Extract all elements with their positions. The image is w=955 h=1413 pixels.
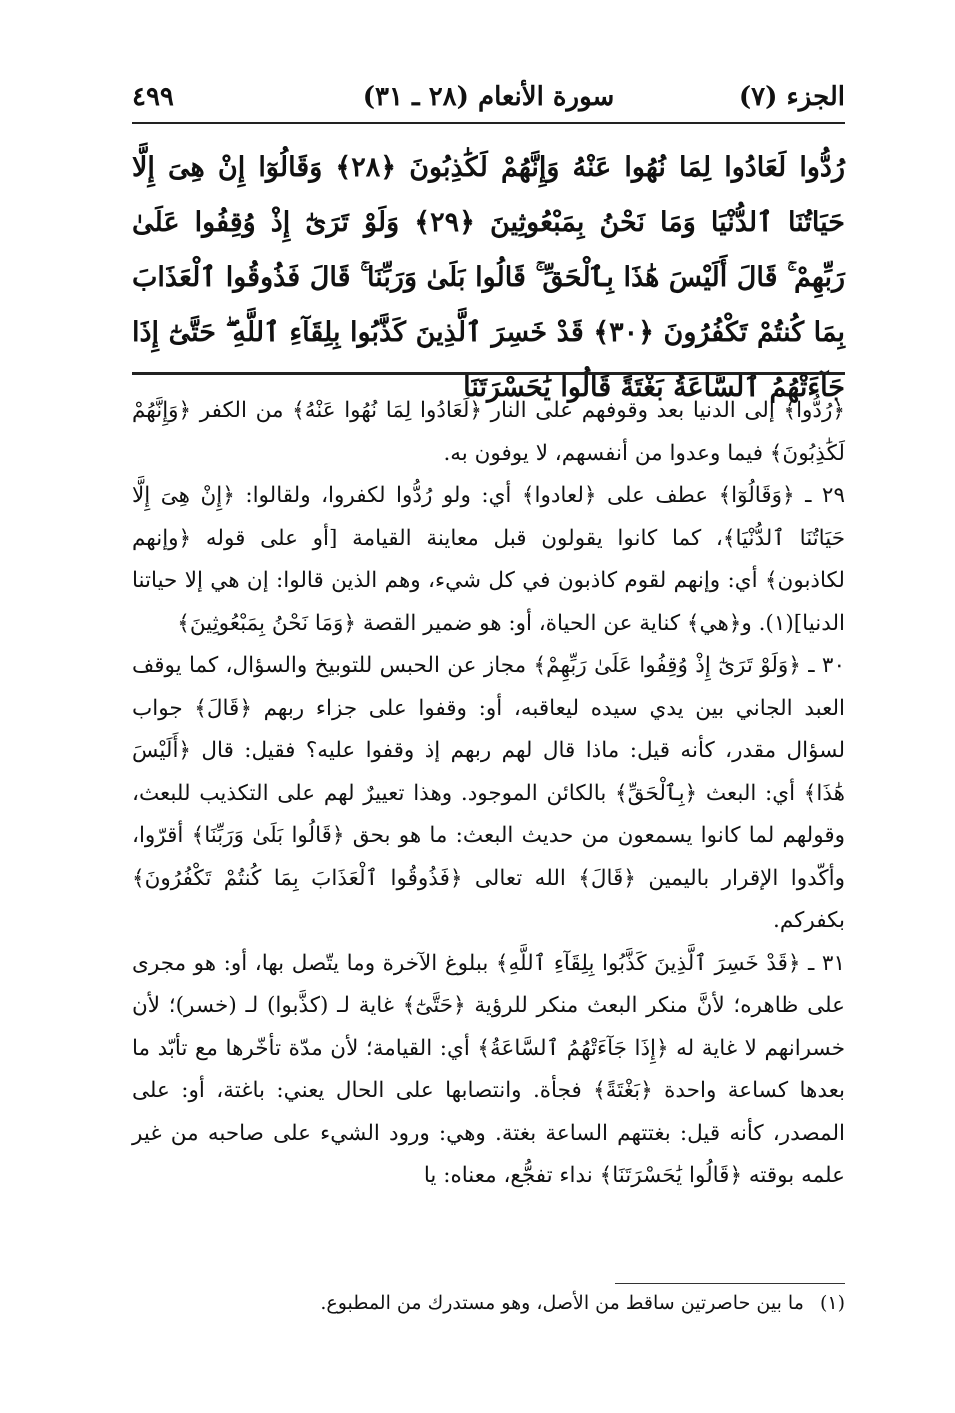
surah-title: سورة الأنعام (٢٨ ـ ٣١): [362, 82, 615, 112]
commentary-paragraph: ٣٠ ـ ﴿وَلَوْ تَرَىٰٓ إِذْ وُقِفُوا عَلَىٰ رَبِّهِمْ﴾ مجاز عن الحبس للتوبيخ والسؤال، كما يوقف العبد الجاني بين يدي سيده ليعاقبه، أو: وقفوا على جزاء ربهم ﴿قَالَ﴾ جواب لسؤال مقدر، كأنه قيل: ماذا قال لهم ربهم إذ وقفوا عليه؟ فقيل: قال ﴿أَلَيْسَ هَٰذَا﴾ أي: البعث ﴿بِٱلْحَقِّ﴾ بالكائن الموجود. وهذا تعييرٌ لهم على التكذيب للبعث، وقولهم لما كانوا يسمعون من حديث البعث: ما هو بحق ﴿قَالُوا بَلَىٰ وَرَبِّنَا﴾ أقرّوا، وأكّدوا الإقرار باليمين ﴿قَالَ﴾ الله تعالى ﴿فَذُوقُوا ٱلْعَذَابَ بِمَا كُنتُمْ تَكْفُرُونَ﴾ بكفركم.: [132, 653, 845, 933]
section-divider: [132, 372, 845, 375]
footnote: [132, 1288, 845, 1318]
part-label: الجزء (٧): [738, 82, 845, 112]
commentary-paragraph: ٣١ ـ ﴿قَدْ خَسِرَ ٱلَّذِينَ كَذَّبُوا بِلِقَآءِ ٱللَّهِ﴾ ببلوغ الآخرة وما يتّصل بها، أو: هو مجرى على ظاهره؛ لأنَّ منكر البعث منكر للرؤية ﴿حَتَّىٰٓ﴾ غاية لـ (كذَّبوا) لـ (خسر)؛ لأن خسرانهم لا غاية له ﴿إِذَا جَآءَتْهُمُ ٱلسَّاعَةُ﴾ أي: القيامة؛ لأن مدّة تأخّرها مع تأبّد ما بعدها كساعة واحدة ﴿بَغْتَةً﴾ فجأة. وانتصابها على الحال يعني: باغتة، أو: على المصدر، كأنه قيل: بغتتهم الساعة بغتة. وهي: ورود الشيء على صاحبه من غير علمه بوقته ﴿قَالُوا يَٰحَسْرَتَنَا﴾ نداء تفجُّع، معناه: يا: [132, 950, 845, 1188]
footnote-separator: [615, 1283, 845, 1284]
commentary-paragraph: ٢٩ ـ ﴿وَقَالُوٓا﴾ عطف على ﴿لعادوا﴾ أي: ولو رُدُّوا لكفروا، ولقالوا: ﴿إِنْ هِىَ إِلَّا حَيَاتُنَا ٱلدُّنْيَا﴾، كما كانوا يقولون قبل معاينة القيامة [أو على قوله ﴿وإنهم لكاذبون﴾ أي: وإنهم لقوم كاذبون في كل شيء، وهم الذين قالوا: إن هي إلا حياتنا الدنيا](١). و﴿هي﴾ كناية عن الحياة، أو: هو ضمير القصة ﴿وَمَا نَحْنُ بِمَبْعُوثِينَ﴾: [132, 483, 845, 636]
tafsir-commentary: [132, 390, 845, 1270]
commentary-paragraph: ﴿رُدُّوا﴾ إلى الدنيا بعد وقوفهم على النار ﴿لَعَادُوا لِمَا نُهُوا عَنْهُ﴾ من الكفر ﴿وَإِنَّهُمْ لَكَٰذِبُونَ﴾ فيما وعدوا من أنفسهم، لا يوفون به.: [132, 398, 845, 466]
footnote-number: (١): [819, 1292, 845, 1314]
footnote-text: ما بين حاصرتين ساقط من الأصل، وهو مستدرك من المطبوع.: [320, 1292, 804, 1314]
page-number: ٤٩٩: [132, 82, 174, 112]
quran-verses: رُدُّوا لَعَادُوا لِمَا نُهُوا عَنْهُ وَإِنَّهُمْ لَكَٰذِبُونَ ﴿٢٨﴾ وَقَالُوٓا إِنْ هِىَ إِلَّا حَيَاتُنَا ٱلدُّنْيَا وَمَا نَحْنُ بِمَبْعُوثِينَ ﴿٢٩﴾ وَلَوْ تَرَىٰٓ إِذْ وُقِفُوا عَلَىٰ رَبِّهِمْ ۚ قَالَ أَلَيْسَ هَٰذَا بِٱلْحَقِّ ۚ قَالُوا بَلَىٰ وَرَبِّنَا ۚ قَالَ فَذُوقُوا ٱلْعَذَابَ بِمَا كُنتُمْ تَكْفُرُونَ ﴿٣٠﴾ قَدْ خَسِرَ ٱلَّذِينَ كَذَّبُوا بِلِقَآءِ ٱللَّهِ ۖ حَتَّىٰٓ إِذَا جَآءَتْهُمُ ٱلسَّاعَةُ بَغْتَةً قَالُوا يَٰحَسْرَتَنَا: [132, 152, 845, 403]
page-header: [132, 74, 845, 124]
